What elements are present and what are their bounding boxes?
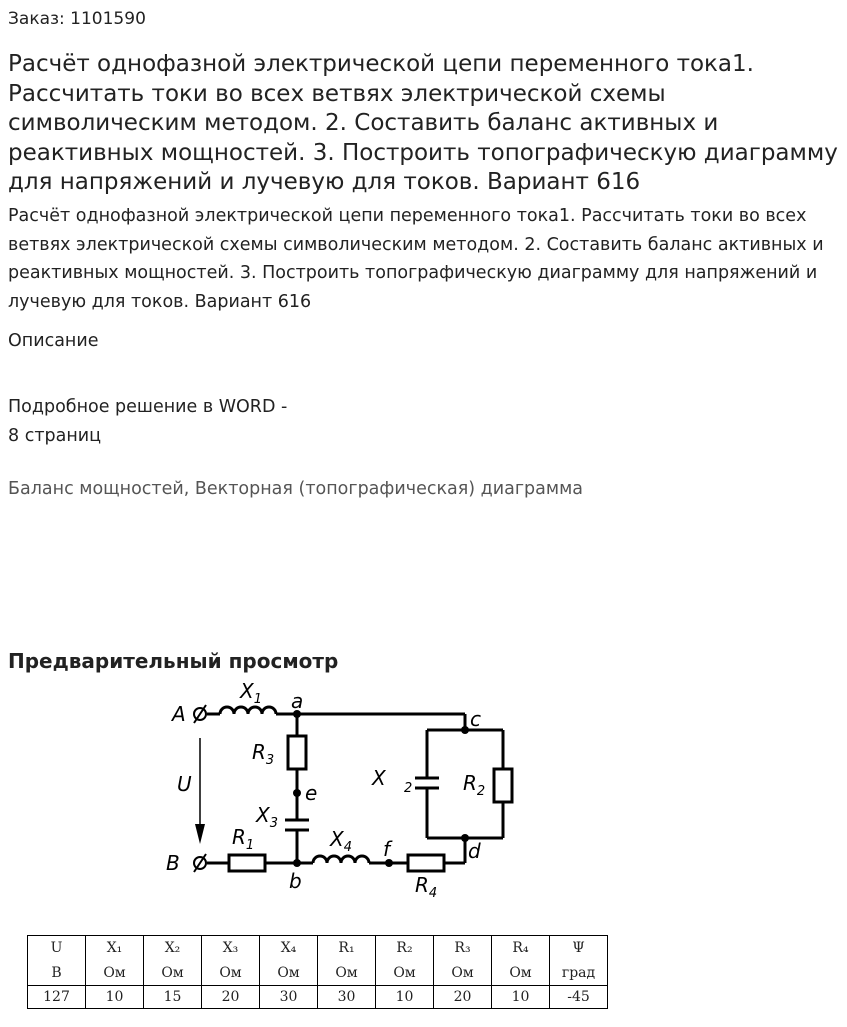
value-cell: 15: [144, 986, 202, 1009]
header-cell: U: [28, 936, 86, 961]
value-cell: 127: [28, 986, 86, 1009]
unit-cell: град: [550, 960, 608, 986]
header-cell: X₄: [260, 936, 318, 961]
page-title: Расчёт однофазной электрической цепи переменного тока1. Рассчитать токи во всех ветвях электрической схемы символическим методом. 2. Составить баланс активных и реактивных мощностей. 3. Построить топографическую диаграмму для напряжений и лучевую для токов. Вариант 616: [8, 51, 838, 195]
table-values-row: [28, 986, 608, 1009]
x3-label: $X_3$: [256, 803, 278, 831]
header-cell: X₃: [202, 936, 260, 961]
node-a-label: a: [291, 689, 304, 713]
solution-format: Подробное решение в WORD -: [8, 397, 288, 417]
table-header-row: [28, 936, 608, 961]
circuit-diagram: [160, 676, 530, 906]
x2-label: X: [372, 766, 386, 790]
header-cell: Ψ: [550, 936, 608, 961]
unit-cell: Ом: [318, 960, 376, 986]
summary-text: Расчёт однофазной электрической цепи переменного тока1. Рассчитать токи во всех ветвях электрической схемы символическим методом. 2. Составить баланс активных и реактивных мощностей. 3. Построить топографическую диаграмму для напряжений и лучевую для токов. Вариант 616: [8, 206, 824, 312]
value-cell: 30: [260, 986, 318, 1009]
value-cell: 10: [86, 986, 144, 1009]
r1-label: $R_1$: [232, 825, 255, 853]
unit-cell: Ом: [492, 960, 550, 986]
description-label: Описание: [8, 331, 99, 351]
unit-cell: Ом: [376, 960, 434, 986]
x4-label: $X_4$: [330, 827, 352, 855]
order-number: Заказ: 1101590: [8, 9, 146, 29]
page-count: 8 страниц: [8, 425, 102, 446]
unit-cell: Ом: [260, 960, 318, 986]
header-cell: X₁: [86, 936, 144, 961]
value-cell: -45: [550, 986, 608, 1009]
header-cell: R₁: [318, 936, 376, 961]
voltage-arrowhead: [195, 824, 205, 844]
value-cell: 10: [376, 986, 434, 1009]
value-cell: 30: [318, 986, 376, 1009]
value-cell: 10: [492, 986, 550, 1009]
tags: Баланс мощностей, Векторная (топографическая) диаграмма: [8, 479, 584, 499]
value-cell: 20: [434, 986, 492, 1009]
header-cell: R₃: [434, 936, 492, 961]
solution-details: [8, 393, 287, 450]
terminal-a-label: A: [172, 702, 186, 726]
node-c-label: c: [470, 707, 481, 731]
unit-cell: Ом: [144, 960, 202, 986]
table-units-row: [28, 960, 608, 986]
header-cell: R₄: [492, 936, 550, 961]
header-cell: R₂: [376, 936, 434, 961]
value-cell: 20: [202, 986, 260, 1009]
parameters-table: [27, 935, 608, 1009]
node-e-label: e: [305, 781, 318, 805]
r2-label: $R_2$: [463, 771, 486, 799]
preview-heading: Предварительный просмотр: [8, 649, 339, 673]
unit-cell: Ом: [86, 960, 144, 986]
r4-label: $R_4$: [415, 873, 438, 901]
x2-subscript: 2: [404, 781, 413, 796]
terminal-b-label: B: [166, 851, 180, 875]
node-d-label: d: [468, 839, 481, 863]
x1-label: $X_1$: [240, 679, 262, 707]
node-f-label: f: [383, 837, 391, 861]
unit-cell: В: [28, 960, 86, 986]
header-cell: X₂: [144, 936, 202, 961]
unit-cell: Ом: [202, 960, 260, 986]
voltage-label: U: [177, 772, 192, 796]
node-b-label: b: [289, 869, 302, 893]
r3-label: $R_3$: [252, 740, 275, 768]
unit-cell: Ом: [434, 960, 492, 986]
